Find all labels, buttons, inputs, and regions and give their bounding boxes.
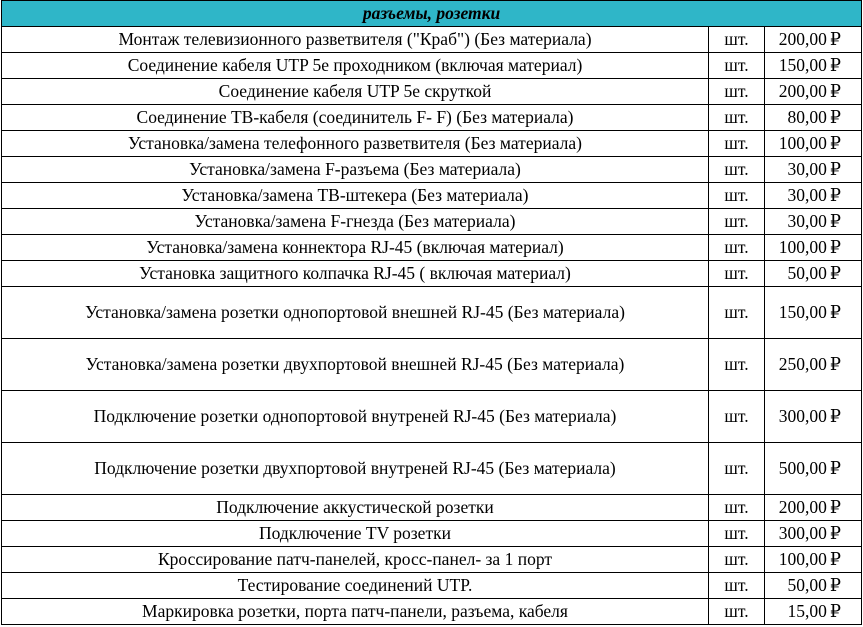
currency-symbol: ₽	[829, 236, 842, 257]
price-table	[1, 0, 862, 625]
unit-cell: шт.	[709, 105, 765, 131]
price-cell	[765, 209, 862, 235]
unit-cell: шт.	[709, 261, 765, 287]
price-value: 300,00	[778, 522, 827, 543]
table-row	[2, 105, 862, 131]
table-row	[2, 443, 862, 495]
table-row	[2, 53, 862, 79]
table-row	[2, 131, 862, 157]
currency-symbol: ₽	[829, 28, 842, 49]
section-title: разъемы, розетки	[2, 1, 862, 27]
unit-cell: шт.	[709, 27, 765, 53]
service-name: Установка/замена телефонного разветвителя (Без материала)	[2, 131, 709, 157]
service-name: Установка/замена F-разъема (Без материала)	[2, 157, 709, 183]
service-name: Подключение розетки однопортовой внутреней RJ-45 (Без материала)	[2, 391, 709, 443]
price-value: 100,00	[778, 548, 827, 569]
currency-symbol: ₽	[829, 106, 842, 127]
unit-cell: шт.	[709, 183, 765, 209]
service-name: Подключение аккустической розетки	[2, 495, 709, 521]
service-name: Установка/замена F-гнезда (Без материала)	[2, 209, 709, 235]
table-row	[2, 339, 862, 391]
price-value: 250,00	[778, 353, 827, 374]
unit-cell: шт.	[709, 287, 765, 339]
unit-cell: шт.	[709, 443, 765, 495]
price-cell	[765, 157, 862, 183]
currency-symbol: ₽	[829, 262, 842, 283]
price-value: 50,00	[787, 574, 827, 595]
service-name: Установка/замена розетки двухпортовой внешней RJ-45 (Без материала)	[2, 339, 709, 391]
currency-symbol: ₽	[829, 457, 842, 478]
price-cell	[765, 521, 862, 547]
table-row	[2, 599, 862, 625]
price-cell	[765, 443, 862, 495]
unit-cell: шт.	[709, 547, 765, 573]
currency-symbol: ₽	[829, 54, 842, 75]
table-row	[2, 495, 862, 521]
currency-symbol: ₽	[829, 600, 842, 621]
service-name: Монтаж телевизионного разветвителя ("Краб") (Без материала)	[2, 27, 709, 53]
price-cell	[765, 495, 862, 521]
price-value: 500,00	[778, 457, 827, 478]
price-cell	[765, 547, 862, 573]
unit-cell: шт.	[709, 235, 765, 261]
currency-symbol: ₽	[829, 405, 842, 426]
price-cell	[765, 131, 862, 157]
price-cell	[765, 53, 862, 79]
price-cell	[765, 599, 862, 625]
unit-cell: шт.	[709, 53, 765, 79]
table-row	[2, 79, 862, 105]
price-table-body	[2, 1, 862, 625]
currency-symbol: ₽	[829, 353, 842, 374]
price-value: 200,00	[778, 80, 827, 101]
service-name: Кроссирование патч-панелей, кросс-панел- за 1 порт	[2, 547, 709, 573]
currency-symbol: ₽	[829, 158, 842, 179]
price-cell	[765, 287, 862, 339]
price-value: 30,00	[787, 158, 827, 179]
price-cell	[765, 105, 862, 131]
price-cell	[765, 261, 862, 287]
currency-symbol: ₽	[829, 210, 842, 231]
price-cell	[765, 79, 862, 105]
price-value: 100,00	[778, 236, 827, 257]
price-cell	[765, 183, 862, 209]
service-name: Установка/замена розетки однопортовой внешней RJ-45 (Без материала)	[2, 287, 709, 339]
price-value: 150,00	[778, 54, 827, 75]
price-value: 200,00	[778, 496, 827, 517]
price-cell	[765, 391, 862, 443]
table-row	[2, 183, 862, 209]
table-row	[2, 391, 862, 443]
currency-symbol: ₽	[829, 574, 842, 595]
price-value: 15,00	[787, 600, 827, 621]
price-value: 80,00	[787, 106, 827, 127]
service-name: Маркировка розетки, порта патч-панели, разъема, кабеля	[2, 599, 709, 625]
service-name: Подключение TV розетки	[2, 521, 709, 547]
price-cell	[765, 573, 862, 599]
unit-cell: шт.	[709, 339, 765, 391]
service-name: Установка защитного колпачка RJ-45 ( включая материал)	[2, 261, 709, 287]
table-row	[2, 547, 862, 573]
service-name: Соединение ТВ-кабеля (соединитель F- F) (Без материала)	[2, 105, 709, 131]
price-value: 100,00	[778, 132, 827, 153]
currency-symbol: ₽	[829, 80, 842, 101]
service-name: Соединение кабеля UTP 5е проходником (включая материал)	[2, 53, 709, 79]
currency-symbol: ₽	[829, 132, 842, 153]
unit-cell: шт.	[709, 391, 765, 443]
table-row	[2, 235, 862, 261]
currency-symbol: ₽	[829, 301, 842, 322]
table-row	[2, 157, 862, 183]
table-row	[2, 573, 862, 599]
unit-cell: шт.	[709, 599, 765, 625]
unit-cell: шт.	[709, 521, 765, 547]
unit-cell: шт.	[709, 495, 765, 521]
unit-cell: шт.	[709, 79, 765, 105]
service-name: Соединение кабеля UTP 5е скруткой	[2, 79, 709, 105]
price-value: 150,00	[778, 301, 827, 322]
unit-cell: шт.	[709, 157, 765, 183]
unit-cell: шт.	[709, 573, 765, 599]
price-value: 200,00	[778, 28, 827, 49]
table-row	[2, 521, 862, 547]
unit-cell: шт.	[709, 131, 765, 157]
currency-symbol: ₽	[829, 184, 842, 205]
service-name: Установка/замена коннектора RJ-45 (включая материал)	[2, 235, 709, 261]
price-cell	[765, 339, 862, 391]
price-value: 300,00	[778, 405, 827, 426]
price-value: 30,00	[787, 184, 827, 205]
service-name: Тестирование соединений UTP.	[2, 573, 709, 599]
currency-symbol: ₽	[829, 496, 842, 517]
price-value: 30,00	[787, 210, 827, 231]
section-header-row	[2, 1, 862, 27]
price-cell	[765, 27, 862, 53]
unit-cell: шт.	[709, 209, 765, 235]
service-name: Установка/замена ТВ-штекера (Без материала)	[2, 183, 709, 209]
currency-symbol: ₽	[829, 548, 842, 569]
table-row	[2, 287, 862, 339]
table-row	[2, 261, 862, 287]
table-row	[2, 209, 862, 235]
price-value: 50,00	[787, 262, 827, 283]
service-name: Подключение розетки двухпортовой внутреней RJ-45 (Без материала)	[2, 443, 709, 495]
price-cell	[765, 235, 862, 261]
table-row	[2, 27, 862, 53]
currency-symbol: ₽	[829, 522, 842, 543]
